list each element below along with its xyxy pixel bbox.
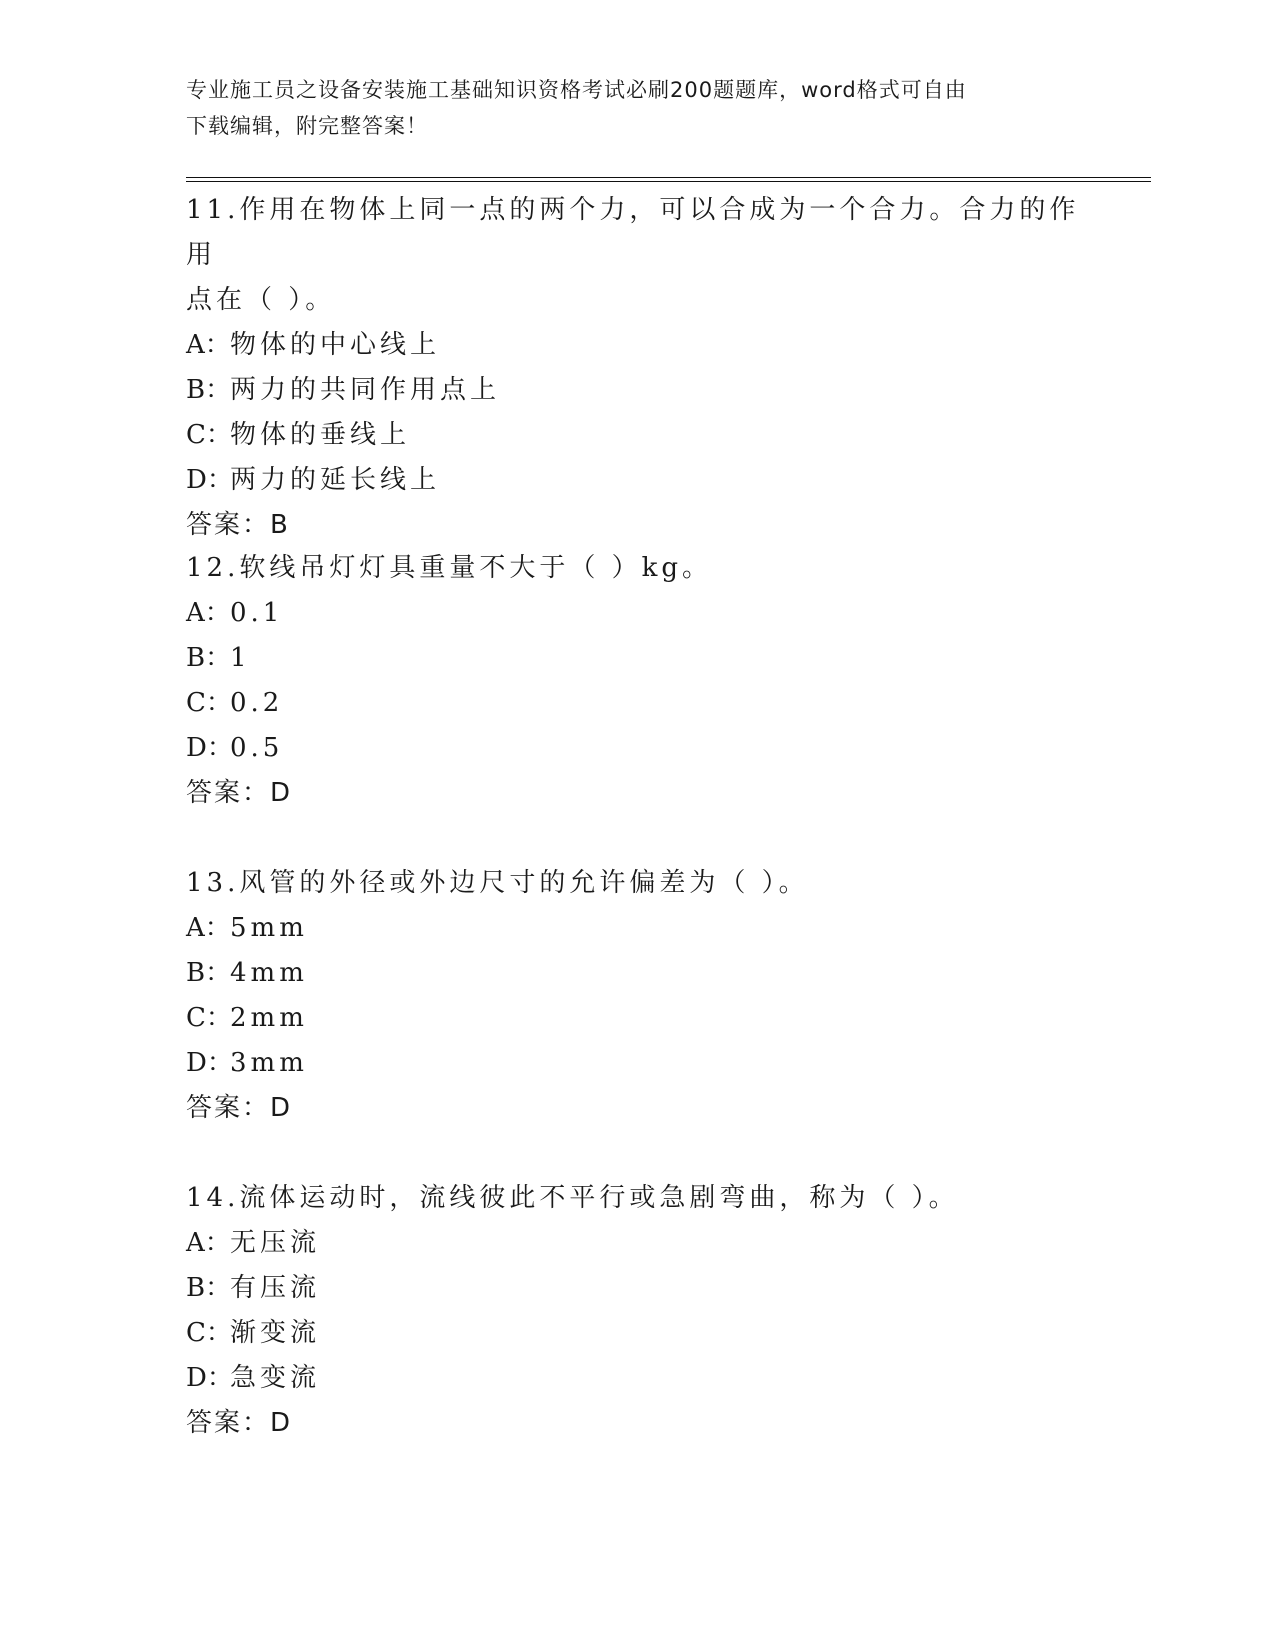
question-11 [186,188,1086,548]
question-text: 14.流体运动时，流线彼此不平行或急剧弯曲，称为（ ）。 [186,1183,959,1213]
option-key: C： [186,688,232,718]
document-header [186,72,1076,144]
option-key: B： [186,958,232,988]
option-text: 渐变流 [230,1318,321,1348]
option-key: D： [186,1048,233,1078]
option-key: B： [186,1273,232,1303]
option-c [186,996,1086,1041]
option-key: A： [186,330,231,360]
option-key: C： [186,420,232,450]
question-14 [186,1176,1086,1446]
option-text: 两力的延长线上 [230,465,441,495]
option-b [186,1266,1086,1311]
header-line-2: 下载编辑，附完整答案！ [186,114,428,138]
option-key: D： [186,733,233,763]
answer-line: 答案：B [186,510,290,540]
option-text: 急变流 [230,1363,321,1393]
option-d [186,1041,1086,1086]
option-a [186,323,1086,368]
option-key: C： [186,1003,232,1033]
option-text: 4mm [230,958,308,988]
option-key: B： [186,643,232,673]
option-key: A： [186,913,231,943]
option-key: B： [186,375,232,405]
option-text: 无压流 [230,1228,321,1258]
option-b [186,636,1086,681]
option-key: D： [186,465,233,495]
option-text: 2mm [230,1003,308,1033]
option-text: 物体的垂线上 [230,420,411,450]
question-text: 11.作用在物体上同一点的两个力，可以合成为一个合力。合力的作用 [186,195,1080,270]
option-a [186,906,1086,951]
option-text: 1 [230,643,251,673]
option-key: C： [186,1318,232,1348]
option-b [186,951,1086,996]
header-line-1: 专业施工员之设备安装施工基础知识资格考试必刷200题题库，word格式可自由 [186,78,967,102]
option-key: A： [186,598,231,628]
option-text: 物体的中心线上 [230,330,441,360]
option-d [186,1356,1086,1401]
option-a [186,591,1086,636]
answer-line: 答案：D [186,1093,293,1123]
question-text: 12.软线吊灯灯具重量不大于（ ）kg。 [186,553,713,583]
answer-line: 答案：D [186,778,293,808]
question-12 [186,546,1086,816]
option-c [186,413,1086,458]
option-text: 0.2 [230,688,284,718]
header-divider [186,177,1151,182]
option-key: D： [186,1363,233,1393]
option-key: A： [186,1228,231,1258]
option-a [186,1221,1086,1266]
option-text: 3mm [230,1048,308,1078]
answer-line: 答案：D [186,1408,293,1438]
option-text: 两力的共同作用点上 [230,375,501,405]
option-text: 0.1 [230,598,284,628]
option-c [186,681,1086,726]
question-13 [186,861,1086,1131]
option-c [186,1311,1086,1356]
option-text: 有压流 [230,1273,321,1303]
question-text-continued: 点在（ ）。 [186,285,336,315]
option-text: 5mm [230,913,308,943]
option-d [186,458,1086,503]
option-b [186,368,1086,413]
question-text: 13.风管的外径或外边尺寸的允许偏差为（ ）。 [186,868,809,898]
option-d [186,726,1086,771]
option-text: 0.5 [230,733,284,763]
